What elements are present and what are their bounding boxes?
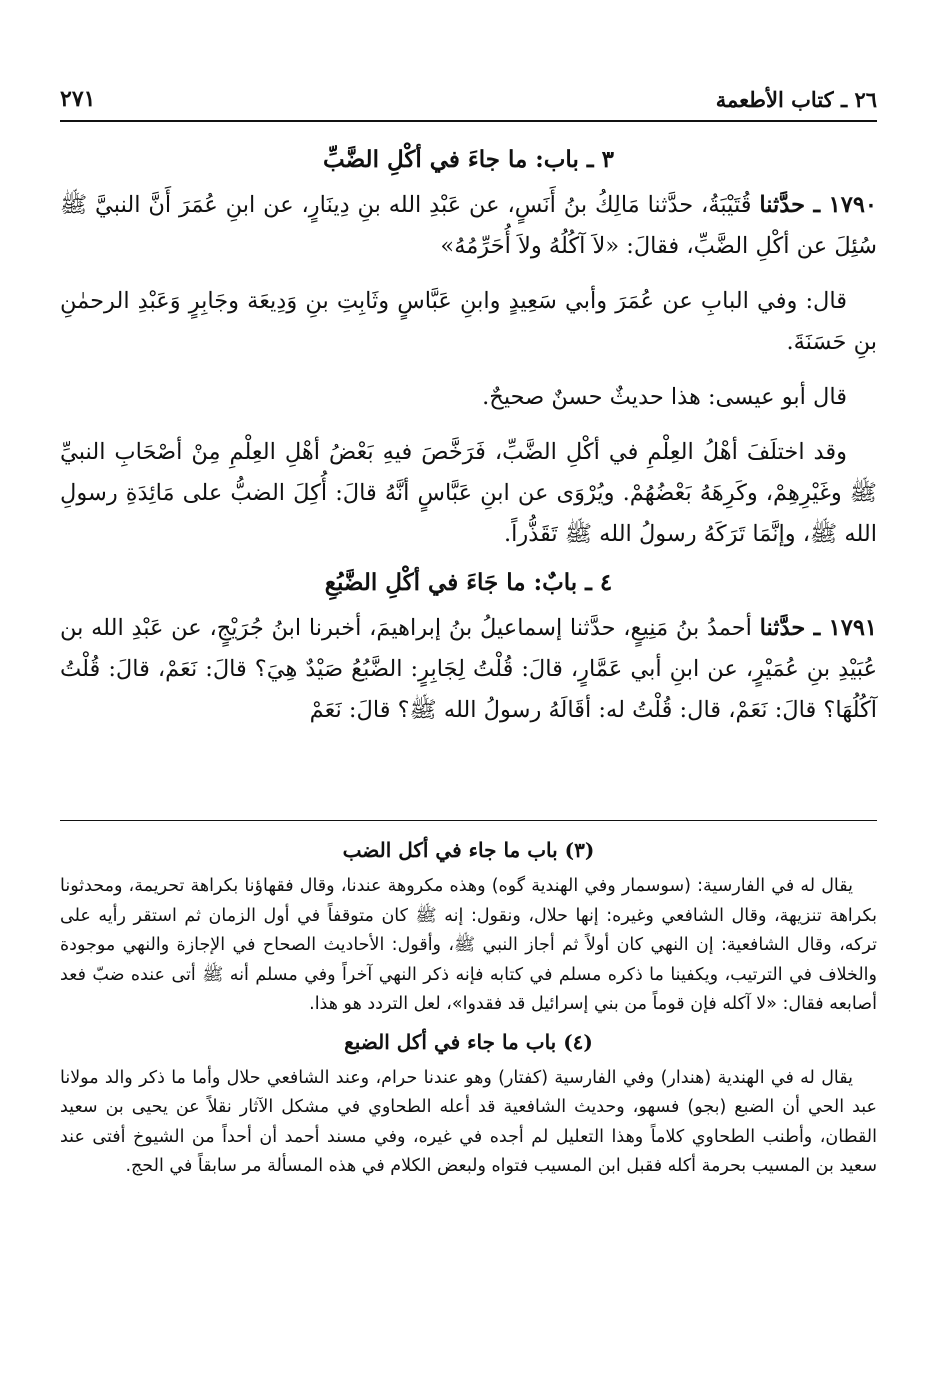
note-3-heading: (٣) باب ما جاء في أكل الضب [342, 838, 595, 862]
hadith-1791 [60, 608, 877, 731]
note-3-text: يقال له في الفارسية: (سوسمار وفي الهندية گوه) وهذه مكروهة عندنا، وقال فقهاؤنا بكراهة تحريمة، ومحدثونا بكراهة تنزيهة، وقال الشافعي وغيره: إنها حلال، ونقول: إنه ﷺ كان متوقفاً في أول الزمان ثم استقر رأيه على تركه، وقال الشافعية: إن النهي كان أولاً ثم أجاز النبي ﷺ، وأقول: الأحاديث الصحاح في الإجازة والنهي موجودة والخلاف في الترتيب، ويكفينا ما ذكره مسلم في كتابه فإنه ذكر النهي آخراً وفي مسلم أنه ﷺ أتى عنده ضبّ فعد أصابعه فقال: «لا آكله فإن قوماً من بني إسرائيل قد فقدوا»، لعل التردد هو هذا. [60, 876, 877, 1014]
running-header [60, 82, 877, 122]
page-number: ٢٧١ [60, 86, 96, 112]
hadith-number: ١٧٩٠ ـ حدَّثنا [759, 192, 878, 218]
companions-paragraph: قال: وفي البابِ عن عُمَرَ وأبي سَعِيدٍ وابنِ عَبَّاسٍ وثَابِتِ بنِ وَدِيعَة وجَابِرٍ وَعَبْدِ الرحمٰنِ بنِ حَسَنَةَ. [60, 288, 877, 355]
scholars-paragraph: وقد اختلَفَ أهْلُ العِلْمِ في أكْلِ الضَّبِّ، فَرَخَّصَ فيهِ بَعْضُ أهْلِ العِلْمِ مِنْ أصْحَابِ النبيِّ ﷺ وغَيْرِهِمْ، وكَرِهَهُ بَعْضُهُمْ. ويُرْوَى عن ابنِ عَبَّاسٍ أنَّهُ قالَ: أُكِلَ الضبُّ على مَائِدَةِ رسولِ الله ﷺ، وإنَّمَا تَرَكَهُ رسولُ الله ﷺ تَقَذُّراً. [60, 439, 877, 547]
hadith-text: قُتَيْبَةُ، حدَّثنا مَالِكُ بنُ أَنَسٍ، عن عَبْدِ الله بنِ دِينَارٍ، عن ابنِ عُمَرَ أَنَّ النبيَّ ﷺ سُئِلَ عن أكْلِ الضَّبِّ، فقالَ: «لاَ آكُلُهُ ولاَ أُحَرِّمُهُ» [60, 192, 877, 259]
footnote-divider [60, 820, 877, 821]
section-3-heading: ٣ ـ باب: ما جاءَ في أكْلِ الضَّبِّ [323, 146, 614, 173]
hadith-1790 [60, 185, 877, 267]
grading-paragraph: قال أبو عيسى: هذا حديثٌ حسنٌ صحيحٌ. [482, 384, 847, 410]
chapter-title: ٢٦ ـ كتاب الأطعمة [715, 87, 877, 112]
note-4-heading: (٤) باب ما جاء في أكل الضبع [344, 1029, 593, 1054]
hadith-text: أحمدُ بنُ مَنِيعٍ، حدَّثنا إسماعيلُ بنُ إبراهيمَ، أخبرنا ابنُ جُرَيْجٍ، عن عَبْدِ الله بن عُبَيْدِ بنِ عُمَيْرٍ، عن ابنِ أبي عَمَّارٍ، قالَ: قُلْتُ لِجَابِرٍ: الضَّبُعُ صَيْدٌ هِيَ؟ قالَ: نَعَمْ، قالَ: قُلْتُ آكُلُهَا؟ قالَ: نَعَمْ، قال: قُلْتُ له: أقَالَهُ رسولُ الله ﷺ؟ قالَ: نَعَمْ [60, 615, 877, 723]
hadith-number: ١٧٩١ ـ حدَّثنا [759, 615, 877, 641]
commentary-notes [60, 832, 877, 1192]
note-4-text: يقال له في الهندية (هندار) وفي الفارسية (كفتار) وهو عندنا حرام، وعند الشافعي حلال وأما ما ذكر والد مولانا عبد الحي أن الضبع (بجو) فسهو، وحديث الشافعية قد أعله الطحاوي في مشكل الآثار نقلاً عن يحيى بن سعيد القطان، وأطنب الطحاوي كلاماً وهذا التعليل لم أجده في غيره، وفي مسند أحمد أن أحداً من الشيوخ أفتى عند سعيد بن المسيب بحرمة أكله فقبل ابن المسيب فتواه ولبعض الكلام في هذه المسألة مر سابقاً في الحج. [60, 1067, 877, 1176]
section-4-heading: ٤ ـ بابٌ: ما جَاءَ في أكْلِ الضَّبُعِ [324, 569, 613, 596]
main-text [60, 136, 877, 745]
